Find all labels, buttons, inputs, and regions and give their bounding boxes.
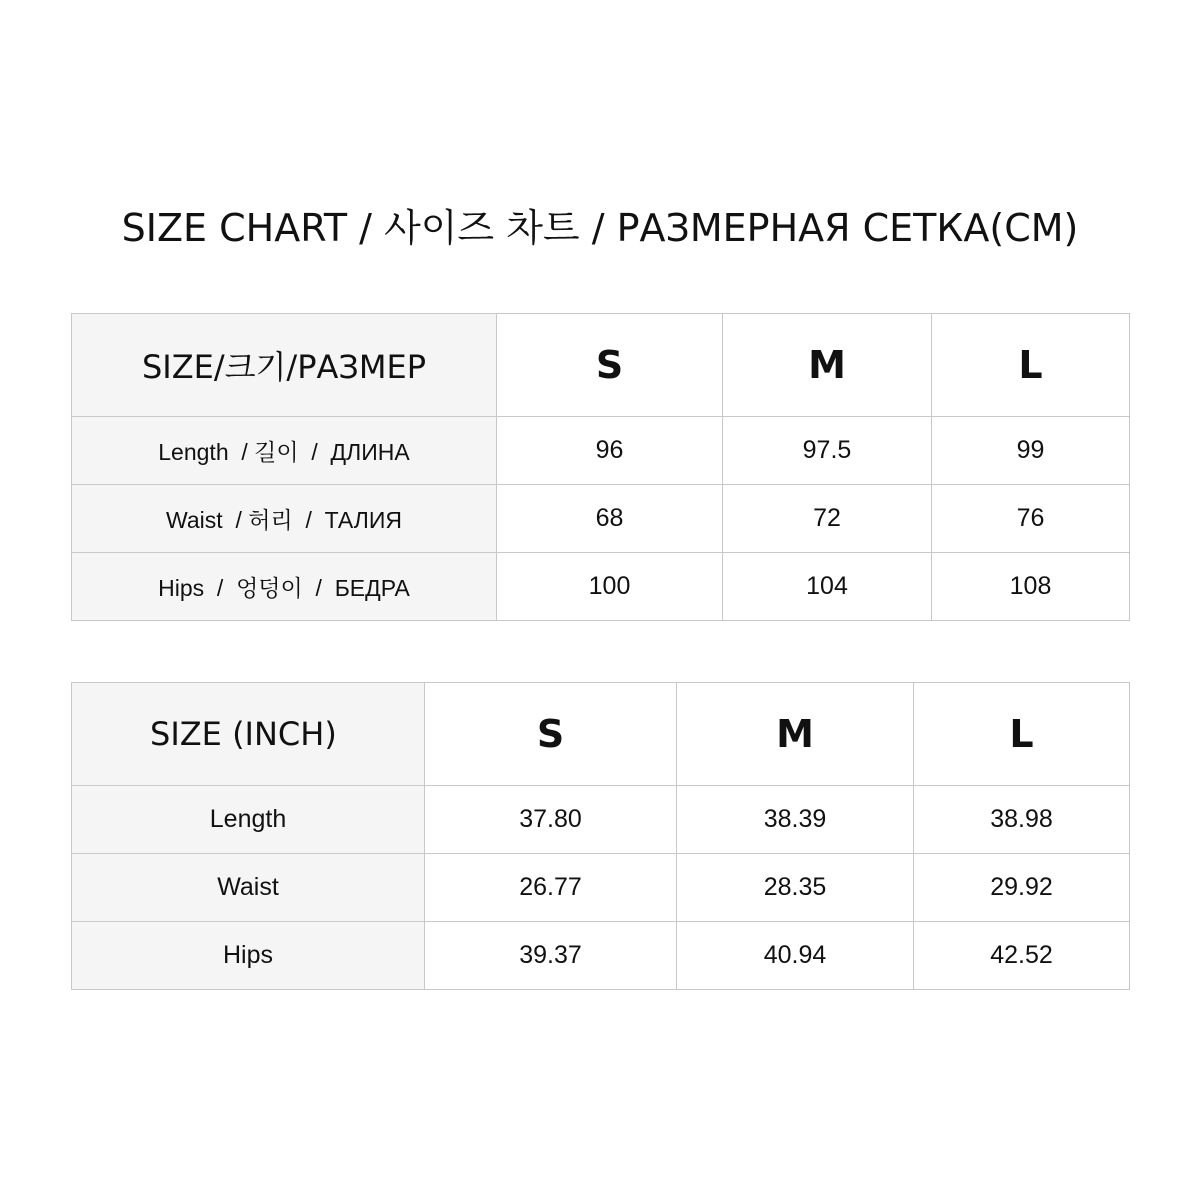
value-waist-m: 28.35	[763, 873, 827, 901]
header-cell	[723, 314, 932, 417]
value-hips-l: 42.52	[990, 941, 1053, 969]
size-s-header: S	[536, 712, 565, 756]
page-title: SIZE CHART / 사이즈 차트 / РАЗМЕРНАЯ СЕТКА(CM)	[121, 206, 1079, 250]
header-cell	[914, 683, 1130, 786]
table-row	[72, 854, 1130, 922]
value-cell	[932, 553, 1130, 621]
value-cell	[425, 786, 677, 854]
value-cell	[723, 553, 932, 621]
value-cell	[425, 922, 677, 990]
value-cell	[932, 485, 1130, 553]
row-label-waist: Waist / 허리 / ТАЛИЯ	[166, 507, 402, 533]
table-row	[72, 786, 1130, 854]
value-hips-m: 104	[806, 572, 848, 600]
size-l-header: L	[1018, 343, 1043, 387]
value-cell	[914, 786, 1130, 854]
value-hips-l: 108	[1009, 572, 1052, 600]
row-label-waist: Waist	[217, 873, 279, 901]
table-row	[72, 485, 1130, 553]
row-label-cell	[72, 485, 497, 553]
header-cell	[425, 683, 677, 786]
value-cell	[677, 854, 914, 922]
size-l-header: L	[1009, 712, 1034, 756]
header-cell	[932, 314, 1130, 417]
row-label-hips: Hips / 엉덩이 / БЕДРА	[158, 575, 410, 601]
value-length-m: 97.5	[802, 436, 852, 464]
size-m-header: M	[776, 712, 814, 756]
size-chart-inch-table	[71, 682, 1130, 990]
value-waist-l: 76	[1016, 504, 1045, 532]
value-cell	[914, 854, 1130, 922]
size-header-label: SIZE/크기/РАЗМЕР	[141, 348, 427, 386]
value-hips-m: 40.94	[763, 941, 827, 969]
header-cell	[72, 683, 425, 786]
value-waist-s: 68	[595, 504, 624, 532]
table-header-row	[72, 683, 1130, 786]
table-row	[72, 417, 1130, 485]
size-chart-cm-table	[71, 313, 1130, 621]
value-cell	[932, 417, 1130, 485]
value-hips-s: 100	[588, 572, 631, 600]
row-label-cell	[72, 786, 425, 854]
row-label-length: Length	[209, 805, 287, 833]
table-row	[72, 922, 1130, 990]
header-cell	[72, 314, 497, 417]
value-cell	[497, 485, 723, 553]
row-label-length: Length / 길이 / ДЛИНА	[158, 439, 410, 465]
size-m-header: M	[808, 343, 846, 387]
value-waist-l: 29.92	[990, 873, 1053, 901]
value-length-l: 99	[1016, 436, 1045, 464]
row-label-cell	[72, 854, 425, 922]
value-hips-s: 39.37	[519, 941, 582, 969]
value-cell	[914, 922, 1130, 990]
value-cell	[677, 786, 914, 854]
table-row	[72, 553, 1130, 621]
value-cell	[723, 485, 932, 553]
header-cell	[497, 314, 723, 417]
row-label-cell	[72, 922, 425, 990]
value-cell	[425, 854, 677, 922]
row-label-cell	[72, 417, 497, 485]
table-header-row	[72, 314, 1130, 417]
value-cell	[723, 417, 932, 485]
size-inch-header-label: SIZE (INCH)	[150, 715, 337, 753]
value-waist-s: 26.77	[519, 873, 582, 901]
value-waist-m: 72	[813, 504, 841, 532]
row-label-hips: Hips	[222, 941, 273, 969]
value-length-s: 37.80	[519, 805, 582, 833]
value-length-l: 38.98	[990, 805, 1053, 833]
value-cell	[497, 553, 723, 621]
value-cell	[497, 417, 723, 485]
value-cell	[677, 922, 914, 990]
size-s-header: S	[595, 343, 624, 387]
value-length-m: 38.39	[763, 805, 827, 833]
header-cell	[677, 683, 914, 786]
value-length-s: 96	[595, 436, 624, 464]
row-label-cell	[72, 553, 497, 621]
